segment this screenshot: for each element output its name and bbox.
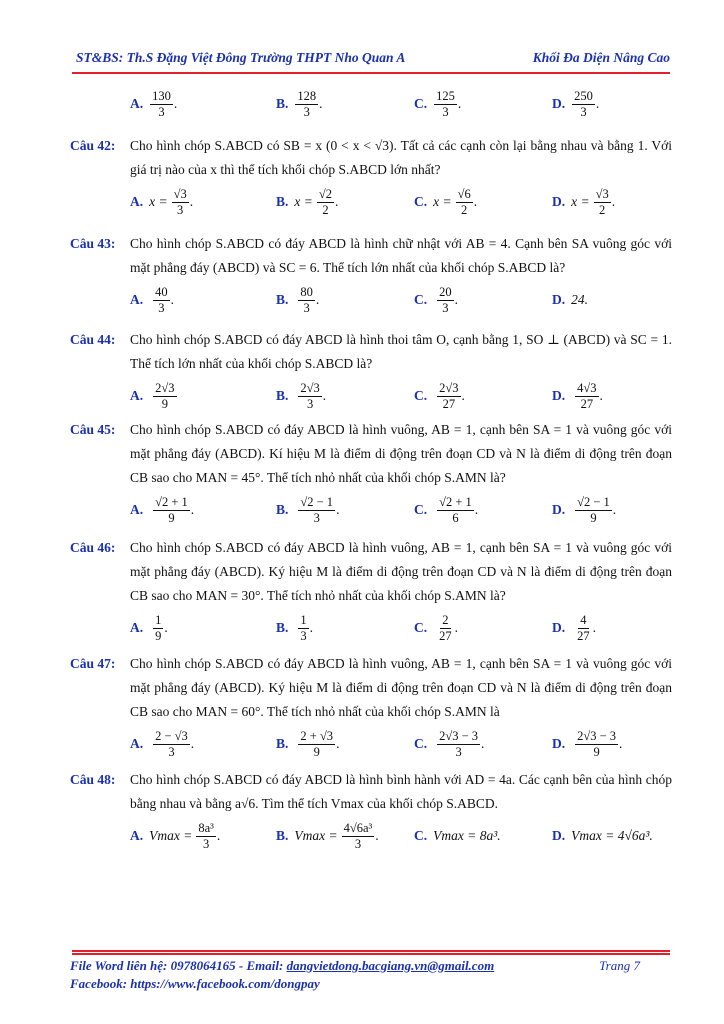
numerator: 2√3 [439,380,459,395]
numerator: √2 [318,186,332,201]
option-fraction [153,381,176,412]
option-tail: . [454,292,458,307]
numerator: 1 [155,612,162,627]
option-b [276,376,326,416]
option-fraction [437,381,460,412]
option-fraction [437,613,454,644]
option-fraction [437,285,454,316]
question-text: Cho hình chóp S.ABCD có SB = x (0 < x < √3). Tất cả các cạnh còn lại bằng nhau và bằng 1. Với giá trị nào của x thì thể tích khối chóp S.ABCD lớn nhất? [130,138,672,177]
option-label: D. [552,194,566,209]
option-tail: . [474,502,479,517]
denominator: 3 [168,744,175,759]
option-label: C. [414,194,428,209]
option-d [552,490,616,530]
question-text: Cho hình chóp S.ABCD có đáy ABCD là hình vuông, AB = 1, cạnh bên SA = 1 và vuông góc với mặt phẳng đáy (ABCD). Ký hiệu M là điểm di động trên đoạn CD và N là điểm di động trên đoạn CB sao cho MAN = 60°. Thể tích nhỏ nhất của khối chóp S.AMN là [130,656,672,719]
options [130,608,672,648]
option-tail: . [164,620,168,635]
options [130,490,672,530]
page-number: Trang 7 [599,958,640,973]
option-d [552,724,622,764]
option-prefix: Vmax = 8a³. [433,828,501,843]
option-fraction [437,495,474,526]
denominator: 9 [313,744,320,759]
header-topic: Khối Đa Diện Nâng Cao [532,50,670,65]
numerator: √2 + 1 [439,494,472,509]
option-d [552,816,656,856]
question-number: Câu 45: [70,422,116,437]
option-prefix: x = [433,194,452,209]
option-tail: . [611,194,616,209]
option-label: D. [552,502,566,517]
question-text: Cho hình chóp S.ABCD có đáy ABCD là hình vuông, AB = 1, cạnh bên SA = 1 và vuông góc với mặt phẳng đáy (ABCD). Kí hiệu M là điểm di động trên đoạn CD và N là điểm di động trên đoạn CB sao cho MAN = 45°. Thể tích nhỏ nhất của khối chóp S.AMN là? [130,422,672,485]
option-a [130,376,178,416]
denominator: 9 [593,744,600,759]
denominator: 9 [155,628,162,643]
question-48 [70,768,672,851]
option-fraction [575,613,592,644]
option-d [552,280,591,320]
option-b [276,608,313,648]
option-b: B. 128 3 . [276,88,323,119]
option-d [552,182,615,222]
question-number: Câu 44: [70,332,116,347]
numerator: 2√3 − 3 [439,728,479,743]
option-tail: . [189,194,194,209]
option-fraction [298,285,315,316]
option-label: B. [276,194,289,209]
numerator: 2 + √3 [300,728,334,743]
options [130,280,672,320]
option-c [414,816,504,856]
option-b [276,490,339,530]
question-text: Cho hình chóp S.ABCD có đáy ABCD là hình thoi tâm O, cạnh bằng 1, SO ⊥ (ABCD) và SC = 1. Thể tích lớn nhất của khối chóp S.ABCD là? [130,332,672,371]
numerator: √6 [457,186,471,201]
numerator: 2√3 [155,380,175,395]
numerator: 80 [300,284,313,299]
options [130,182,672,222]
numerator: √2 − 1 [300,494,334,509]
option-fraction [153,729,190,760]
denominator: 3 [177,202,184,217]
option-fraction [298,381,321,412]
numerator: 4 [580,612,587,627]
header-rule [72,72,670,74]
footer-rule-2 [72,953,670,955]
option-label: C. [414,736,428,751]
denominator: 27 [442,396,456,411]
option-c [414,490,478,530]
option-label: A. [130,194,144,209]
option-label: B. [276,620,289,635]
denominator: 3 [306,396,314,411]
option-a [130,182,193,222]
option-tail: . [461,388,465,403]
option-b [276,182,338,222]
option-a [130,490,194,530]
option-tail: . [375,828,379,843]
option-tail: . [473,194,478,209]
question-text: Cho hình chóp S.ABCD có đáy ABCD là hình chữ nhật với AB = 4. Cạnh bên SA vuông góc với mặt phẳng đáy (ABCD) và SC = 6. Thể tích lớn nhất của khối chóp S.ABCD là? [130,236,672,275]
option-label: C. [414,828,428,843]
footer-email-link[interactable]: dangvietdong.bacgiang.vn@gmail.com [286,958,495,973]
question-number: Câu 42: [70,138,116,153]
denominator: 3 [455,744,462,759]
option-label: B. [276,736,289,751]
option-tail: . [336,502,340,517]
option-d [552,608,596,648]
option-label: C. [414,620,428,635]
question-42 [70,134,672,217]
option-prefix: Vmax = [149,828,193,843]
option-label: D. [552,736,566,751]
option-tail: . [592,620,596,635]
option-label: B. [276,502,289,517]
numerator: √2 − 1 [577,494,610,509]
option-c [414,280,458,320]
option-tail: . [309,620,314,635]
question-47 [70,652,672,759]
denominator: 3 [203,836,210,851]
option-fraction [594,187,611,218]
numerator: √3 [173,186,187,201]
footer-facebook [70,976,670,992]
option-fraction [575,495,612,526]
question-45 [70,418,672,525]
option-tail: . [454,620,458,635]
option-prefix: x = [571,194,590,209]
footer-contact-label: File Word liên hệ: 0978064165 - Email: [70,958,287,973]
option-tail: . [481,736,485,751]
option-fraction [298,729,335,760]
option-label: A. [130,502,144,517]
option-fraction [196,821,216,852]
options [130,376,672,416]
option-label: B. [276,292,289,307]
denominator: 3 [300,628,307,643]
option-tail: . [170,292,174,307]
denominator: 3 [442,300,449,315]
numerator: √2 + 1 [155,494,188,509]
option-a: A. 130 3 . [130,88,178,119]
denominator: 27 [439,628,452,643]
options [130,724,672,764]
denominator: 3 [313,510,320,525]
question-text: Cho hình chóp S.ABCD có đáy ABCD là hình bình hành với AD = 4a. Các cạnh bên của hình chóp bằng nhau và bằng a√6. Tìm thể tích Vmax của khối chóp S.ABCD. [130,772,672,811]
option-a [130,280,174,320]
denominator: 3 [158,300,165,315]
option-tail: . [619,736,623,751]
option-c [414,724,484,764]
option-c: C. 125 3 . [414,88,462,119]
denominator: 3 [354,836,362,851]
numerator: 2√3 [300,380,320,395]
option-fraction [437,729,480,760]
option-tail: . [336,736,340,751]
option-c [414,376,465,416]
numerator: √3 [595,186,609,201]
denominator: 9 [590,510,597,525]
header-author: ST&BS: Th.S Đặng Việt Đông Trường THPT Nho Quan A [76,50,406,65]
option-b [276,816,379,856]
numerator: 4√6a³ [343,820,373,835]
denominator: 27 [577,628,590,643]
option-label: A. [130,828,144,843]
option-d [552,376,603,416]
question-text: Cho hình chóp S.ABCD có đáy ABCD là hình vuông, AB = 1, cạnh bên SA = 1 và vuông góc với mặt phẳng đáy (ABCD). Ký hiệu M là điểm di động trên đoạn CD và N là điểm di động trên đoạn CB sao cho MAN = 30°. Thể tích nhỏ nhất của khối chóp S.AMN là? [130,540,672,603]
question-number: Câu 43: [70,236,116,251]
option-label: A. [130,620,144,635]
denominator: 2 [322,202,329,217]
option-label: D. [552,292,566,307]
footer-contact [70,958,670,974]
option-b [276,280,319,320]
option-fraction [342,821,375,852]
option-fraction [317,187,334,218]
numerator: 4√3 [577,380,597,395]
denominator: 9 [168,510,175,525]
footer-facebook-text: Facebook: https://www.facebook.com/dongpay [70,976,320,991]
question-number: Câu 47: [70,656,116,671]
page-header [72,50,670,72]
option-tail: . [315,292,320,307]
question-44 [70,328,672,411]
option-b [276,724,339,764]
denominator: 2 [599,202,606,217]
numerator: 2√3 − 3 [577,728,617,743]
option-prefix: x = [294,194,313,209]
option-label: A. [130,388,144,403]
option-fraction [456,187,473,218]
options [130,816,672,856]
option-fraction [575,381,598,412]
option-tail: . [335,194,339,209]
question-41-continued [70,84,672,124]
option-tail: . [190,736,195,751]
numerator: 40 [155,284,168,299]
footer-rule [72,950,670,952]
option-tail: . [190,502,195,517]
numerator: 2 [442,612,449,627]
option-c [414,608,458,648]
option-fraction [298,613,308,644]
option-a [130,816,220,856]
denominator: 3 [303,300,310,315]
denominator: 6 [452,510,459,525]
options-41 [130,84,672,124]
option-prefix: x = [149,194,168,209]
option-fraction [298,495,335,526]
question-43 [70,232,672,315]
option-tail: . [599,388,603,403]
option-prefix: Vmax = [294,828,338,843]
option-prefix: 24. [571,292,588,307]
option-prefix: Vmax = 4√6a³. [571,828,653,843]
option-a [130,608,168,648]
option-tail: . [612,502,617,517]
option-label: C. [414,388,428,403]
numerator: 1 [300,612,307,627]
question-46 [70,536,672,643]
option-tail: . [322,388,327,403]
numerator: 2 − √3 [155,728,188,743]
option-label: B. [276,828,289,843]
denominator: 2 [461,202,468,217]
option-label: A. [130,736,144,751]
option-label: B. [276,388,289,403]
option-c [414,182,477,222]
option-fraction [153,613,163,644]
option-label: D. [552,388,566,403]
option-label: D. [552,828,566,843]
option-fraction [153,495,190,526]
option-label: D. [552,620,566,635]
option-a [130,724,194,764]
option-d: D. 250 3 . [552,88,600,119]
option-fraction [153,285,170,316]
option-fraction [172,187,189,218]
denominator: 9 [161,396,168,411]
option-label: C. [414,292,428,307]
question-number: Câu 48: [70,772,116,787]
option-label: C. [414,502,428,517]
option-tail: . [216,828,221,843]
denominator: 27 [580,396,594,411]
option-label: A. [130,292,144,307]
question-number: Câu 46: [70,540,116,555]
numerator: 8a³ [198,820,214,835]
option-fraction [575,729,618,760]
numerator: 20 [439,284,452,299]
